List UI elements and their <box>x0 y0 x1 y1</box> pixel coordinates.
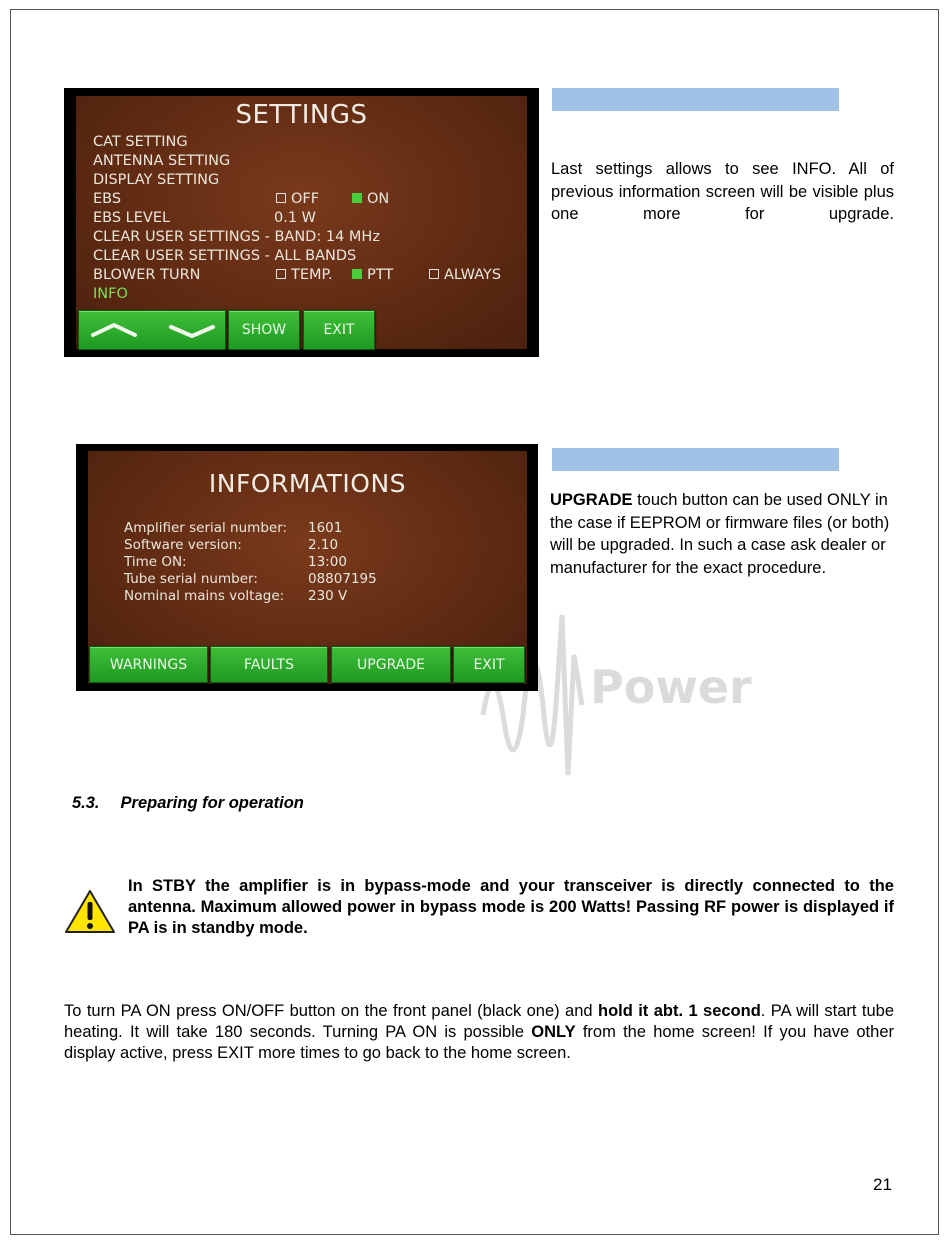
warning-triangle-icon <box>63 888 117 936</box>
ebs-on-checkbox[interactable] <box>352 193 362 203</box>
settings-title: SETTINGS <box>235 100 368 130</box>
menu-clear-band[interactable]: CLEAR USER SETTINGS - BAND: 14 MHz <box>93 229 380 245</box>
menu-ebs-level: EBS LEVEL <box>93 210 171 226</box>
upgrade-description: UPGRADE touch button can be used ONLY in the case if EEPROM or firmware files (or both) will be upgraded. In such a case ask dealer or manufacturer for the exact procedure. <box>550 491 890 577</box>
section-number: 5.3. <box>72 794 100 812</box>
menu-cat-setting[interactable]: CAT SETTING <box>93 134 188 150</box>
upgrade-button[interactable]: UPGRADE <box>331 646 451 683</box>
up-arrow-down-arrow-icon <box>79 311 225 349</box>
blower-always-checkbox[interactable] <box>429 269 439 279</box>
time-on-label: Time ON: <box>124 554 187 570</box>
blower-ptt-option[interactable]: PTT <box>352 267 393 283</box>
show-button[interactable]: SHOW <box>228 310 300 350</box>
menu-antenna-setting[interactable]: ANTENNA SETTING <box>93 153 231 169</box>
serial-label: Amplifier serial number: <box>124 520 288 536</box>
software-value: 2.10 <box>308 537 339 553</box>
menu-display-setting[interactable]: DISPLAY SETTING <box>93 172 220 188</box>
settings-screen-photo <box>64 88 539 357</box>
blower-temp-option[interactable]: TEMP. <box>276 267 333 283</box>
menu-ebs: EBS <box>93 191 122 207</box>
blower-ptt-checkbox[interactable] <box>352 269 362 279</box>
ebs-level-value[interactable]: 0.1 W <box>274 210 317 226</box>
settings-description: Last settings allows to see INFO. All of previous information screen will be visible plus one more for upgrade. <box>551 160 894 223</box>
menu-blower-turn: BLOWER TURN <box>93 267 201 283</box>
up-down-button[interactable] <box>78 310 226 350</box>
bypass-warning: In STBY the amplifier is in bypass-mode and your transceiver is directly connected to the antenna. Maximum allowed power in bypass mode is 200 Watts! Passing RF power is displayed if PA is in standby mode. <box>128 877 894 937</box>
blue-header-bar-1 <box>552 88 839 111</box>
tube-serial-value: 08807195 <box>308 571 377 587</box>
menu-clear-all[interactable]: CLEAR USER SETTINGS - ALL BANDS <box>93 248 357 264</box>
mains-voltage-label: Nominal mains voltage: <box>124 588 285 604</box>
ebs-off-checkbox[interactable] <box>276 193 286 203</box>
warnings-button[interactable]: WARNINGS <box>89 646 208 683</box>
section-heading <box>72 794 304 813</box>
page-number: 21 <box>873 1175 892 1194</box>
blower-temp-checkbox[interactable] <box>276 269 286 279</box>
info-title: INFORMATIONS <box>208 469 407 498</box>
ebs-off-option[interactable]: OFF <box>276 191 319 207</box>
section-title: Preparing for operation <box>120 794 304 812</box>
serial-value: 1601 <box>308 520 343 536</box>
info-screen-photo <box>76 444 538 691</box>
tube-serial-label: Tube serial number: <box>124 571 258 587</box>
mains-voltage-value: 230 V <box>308 588 348 604</box>
svg-text:Power: Power <box>590 660 752 714</box>
blower-always-option[interactable]: ALWAYS <box>429 267 501 283</box>
power-on-instructions: To turn PA ON press ON/OFF button on the front panel (black one) and hold it abt. 1 second. PA will start tube heating. It will take 180 seconds. Turning PA ON is possible ONLY from the home screen! If you have other display active, press EXIT more times to go back to the home screen. <box>64 1002 895 1062</box>
settings-exit-button[interactable]: EXIT <box>303 310 375 350</box>
info-exit-button[interactable]: EXIT <box>453 646 525 683</box>
ebs-on-option[interactable]: ON <box>352 191 389 207</box>
software-label: Software version: <box>124 537 242 553</box>
faults-button[interactable]: FAULTS <box>210 646 328 683</box>
time-on-value: 13:00 <box>308 554 347 570</box>
menu-info[interactable]: INFO <box>93 286 128 302</box>
blue-header-bar-2 <box>552 448 839 471</box>
